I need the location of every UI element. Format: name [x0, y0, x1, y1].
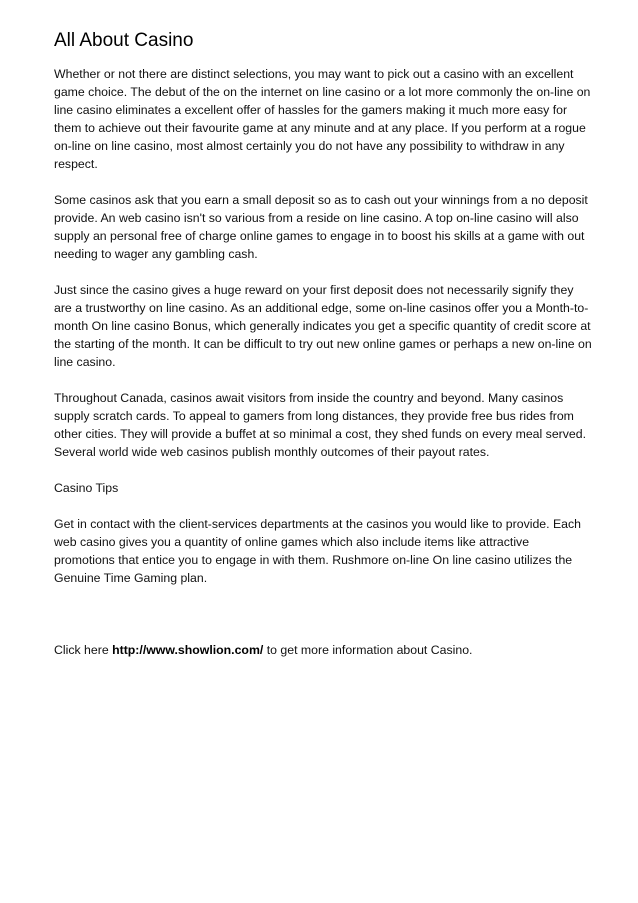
- paragraph-intro: Whether or not there are distinct selections, you may want to pick out a casino with an excellent game choice. The debut of the on the internet on line casino or a lot more commonly the on-line on line casino eliminates a excellent offer of hassles for the gamers making it much more easy for them to achieve out their favourite game at any minute and at any place. If you perform at a rogue on-line on line casino, most almost certainly you do not have any possibility to withdraw in any respect.: [54, 67, 591, 171]
- paragraph-deposit: Some casinos ask that you earn a small deposit so as to cash out your winnings from a no deposit provide. An web casino isn't so various from a reside on line casino. A top on-line casino will also supply an personal free of charge online games to engage in to boost his skills at a game with out needing to wager any gambling cash.: [54, 193, 588, 261]
- document-title: All About Casino: [54, 30, 194, 51]
- blank-space: [54, 605, 592, 641]
- subheading-casino-tips: Casino Tips: [54, 481, 119, 495]
- footer-prefix: Click here: [54, 643, 113, 657]
- paragraph-canada: Throughout Canada, casinos await visitors from inside the country and beyond. Many casinos supply scratch cards. To appeal to gamers from long distances, they provide free bus rides from other cities. They will provide a buffet at so minimal a cost, they shed funds on every meal served. Several world wide web casinos publish monthly outcomes of their payout rates.: [54, 391, 586, 459]
- footer-suffix: to get more information about Casino.: [263, 643, 473, 657]
- footer-line: [54, 641, 592, 659]
- showlion-link[interactable]: http://www.showlion.com/: [112, 643, 264, 657]
- document-page: [54, 28, 592, 659]
- paragraph-bonus: Just since the casino gives a huge reward on your first deposit does not necessarily signify they are a trustworthy on line casino. As an additional edge, some on-line casinos offer you a Month-to-month On line casino Bonus, which generally indicates you get a specific quantity of credit score at the starting of the month. It can be difficult to try out new online games or perhaps a new on-line on line casino.: [54, 283, 592, 369]
- paragraph-tips: Get in contact with the client-services departments at the casinos you would like to provide. Each web casino gives you a quantity of online games which also include items like attractive promotions that entice you to engage in with them. Rushmore on-line On line casino utilizes the Genuine Time Gaming plan.: [54, 517, 581, 585]
